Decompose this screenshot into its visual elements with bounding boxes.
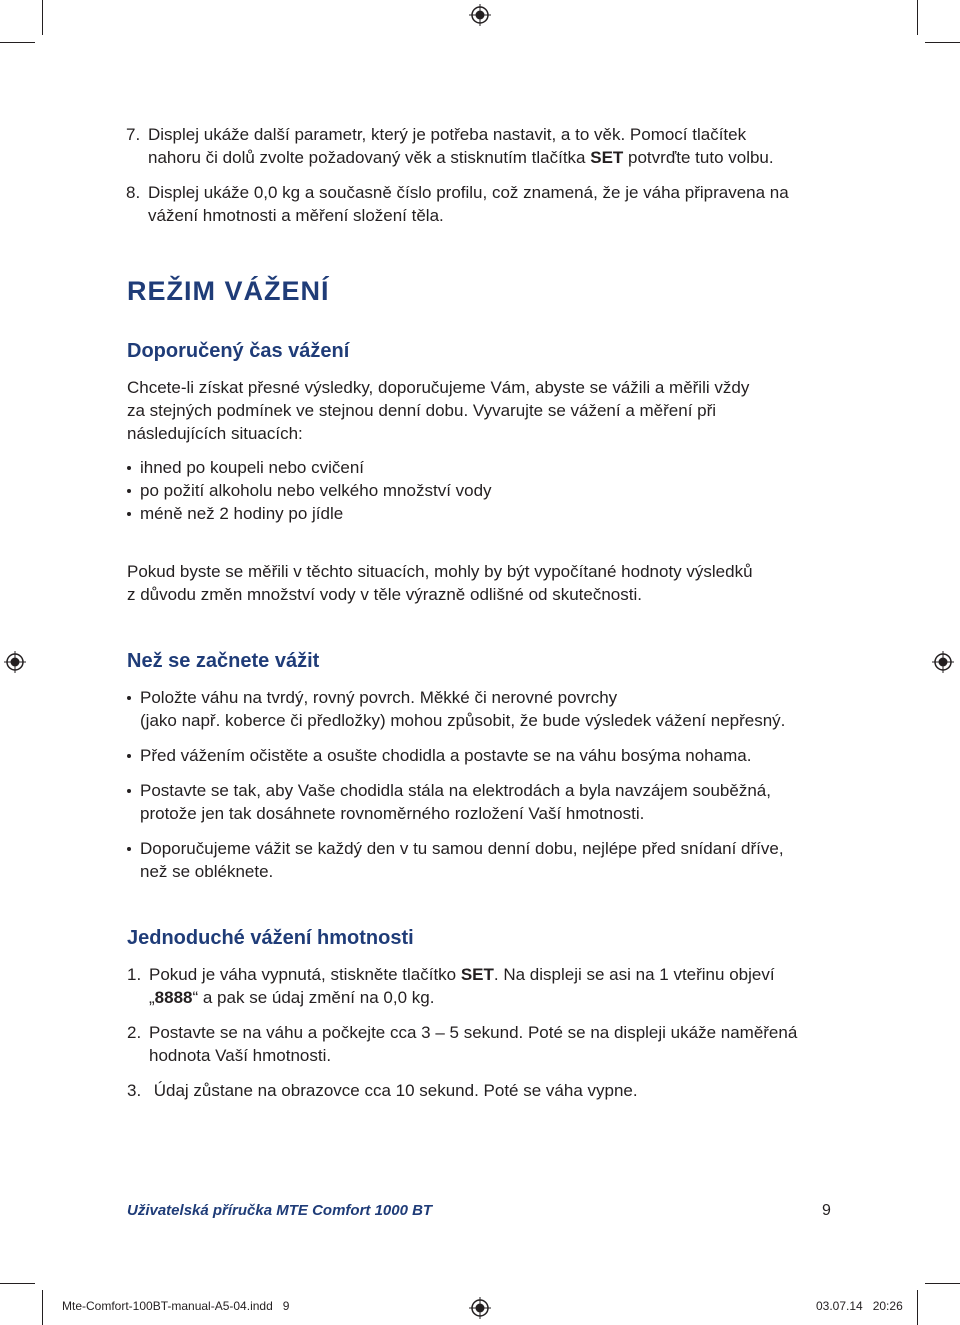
text-line: z důvodu změn množství vody v těle výrazně odlišné od skutečnosti. bbox=[127, 585, 642, 604]
text-line: Před vážením očistěte a osušte chodidla a postavte se na váhu bosýma nohama. bbox=[140, 746, 752, 765]
subheading-simple: Jednoduché vážení hmotnosti bbox=[127, 927, 414, 949]
text-line: za stejných podmínek ve stejnou denní dobu. Vyvarujte se vážení a měření při bbox=[127, 401, 717, 420]
step-number: 7. bbox=[126, 125, 141, 144]
recommended-intro bbox=[127, 376, 847, 445]
text-line: (jako např. koberce či předložky) mohou způsobit, že bude výsledek vážení nepřesný. bbox=[140, 711, 786, 730]
list-item: méně než 2 hodiny po jídle bbox=[127, 502, 492, 525]
before-bullets bbox=[127, 686, 847, 883]
recommended-outro bbox=[127, 560, 847, 606]
list-item bbox=[127, 779, 847, 825]
text-line: než se obléknete. bbox=[140, 862, 274, 881]
registration-mark-icon bbox=[469, 4, 491, 26]
crop-mark bbox=[42, 0, 43, 35]
text-line: protože jen tak dosáhnete rovnoměrného rozložení Vaší hmotnosti. bbox=[140, 804, 645, 823]
crop-mark bbox=[0, 1283, 35, 1284]
section-title: REŽIM VÁŽENÍ bbox=[127, 276, 330, 306]
step-text: potvrďte tuto volbu. bbox=[623, 148, 774, 167]
step-text: vážení hmotnosti a měření složení těla. bbox=[148, 206, 444, 225]
text-line: následujících situacích: bbox=[127, 424, 303, 443]
set-keyword: SET bbox=[590, 148, 624, 167]
text-line: Pokud byste se měřili v těchto situacích, mohly by být vypočítané hodnoty výsledků bbox=[127, 562, 753, 581]
subheading-before: Než se začnete vážit bbox=[127, 650, 320, 672]
step-number: 2. bbox=[127, 1023, 142, 1042]
recommended-bullets bbox=[127, 456, 492, 525]
crop-mark bbox=[42, 1290, 43, 1325]
list-item: po požití alkoholu nebo velkého množství vody bbox=[127, 479, 492, 502]
step-text: Údaj zůstane na obrazovce cca 10 sekund. Poté se váha vypne. bbox=[149, 1081, 638, 1100]
step-text: Displej ukáže další parametr, který je potřeba nastavit, a to věk. Pomocí tlačítek bbox=[148, 125, 747, 144]
manual-title: Uživatelská příručka MTE Comfort 1000 BT bbox=[127, 1202, 433, 1219]
slug-date: 03.07.14 20:26 bbox=[816, 1299, 903, 1313]
step-text: hodnota Vaší hmotnosti. bbox=[149, 1046, 332, 1065]
step-number: 3. bbox=[127, 1081, 142, 1100]
list-item bbox=[127, 686, 847, 732]
quote-mark: „ bbox=[149, 988, 155, 1007]
set-keyword: SET bbox=[460, 965, 494, 984]
display-value: 8888 bbox=[154, 988, 193, 1007]
registration-mark-icon bbox=[469, 1297, 491, 1319]
list-item bbox=[127, 837, 847, 883]
step-text: “ a pak se údaj změní na 0,0 kg. bbox=[192, 988, 435, 1007]
list-item bbox=[127, 744, 847, 767]
registration-mark-icon bbox=[4, 651, 26, 673]
crop-mark bbox=[0, 42, 35, 43]
step-number: 1. bbox=[127, 965, 142, 984]
step-text: . Na displeji se asi na 1 vteřinu objeví bbox=[493, 965, 775, 984]
text-line: Chcete-li získat přesné výsledky, doporučujeme Vám, abyste se vážili a měřili vždy bbox=[127, 378, 750, 397]
step-text: Pokud je váha vypnutá, stiskněte tlačítko bbox=[149, 965, 461, 984]
step-number: 8. bbox=[126, 183, 141, 202]
page-number: 9 bbox=[822, 1202, 831, 1219]
text-line: Doporučujeme vážit se každý den v tu samou denní dobu, nejlépe před snídaní dříve, bbox=[140, 839, 784, 858]
text-line: Postavte se tak, aby Vaše chodidla stála na elektrodách a byla navzájem souběžná, bbox=[140, 781, 771, 800]
registration-mark-icon bbox=[932, 651, 954, 673]
subheading-recommended: Doporučený čas vážení bbox=[127, 340, 350, 362]
crop-mark bbox=[925, 42, 960, 43]
slug-filename: Mte-Comfort-100BT-manual-A5-04.indd 9 bbox=[62, 1299, 290, 1313]
step-text: nahoru či dolů zvolte požadovaný věk a stisknutím tlačítka bbox=[148, 148, 591, 167]
crop-mark bbox=[917, 0, 918, 35]
crop-mark bbox=[917, 1290, 918, 1325]
text-line: Položte váhu na tvrdý, rovný povrch. Měkké či nerovné povrchy bbox=[140, 688, 618, 707]
crop-mark bbox=[925, 1283, 960, 1284]
list-item: ihned po koupeli nebo cvičení bbox=[127, 456, 492, 479]
step-text: Postavte se na váhu a počkejte cca 3 – 5 sekund. Poté se na displeji ukáže naměřená bbox=[149, 1023, 798, 1042]
step-text: Displej ukáže 0,0 kg a současně číslo profilu, což znamená, že je váha připravena na bbox=[148, 183, 789, 202]
